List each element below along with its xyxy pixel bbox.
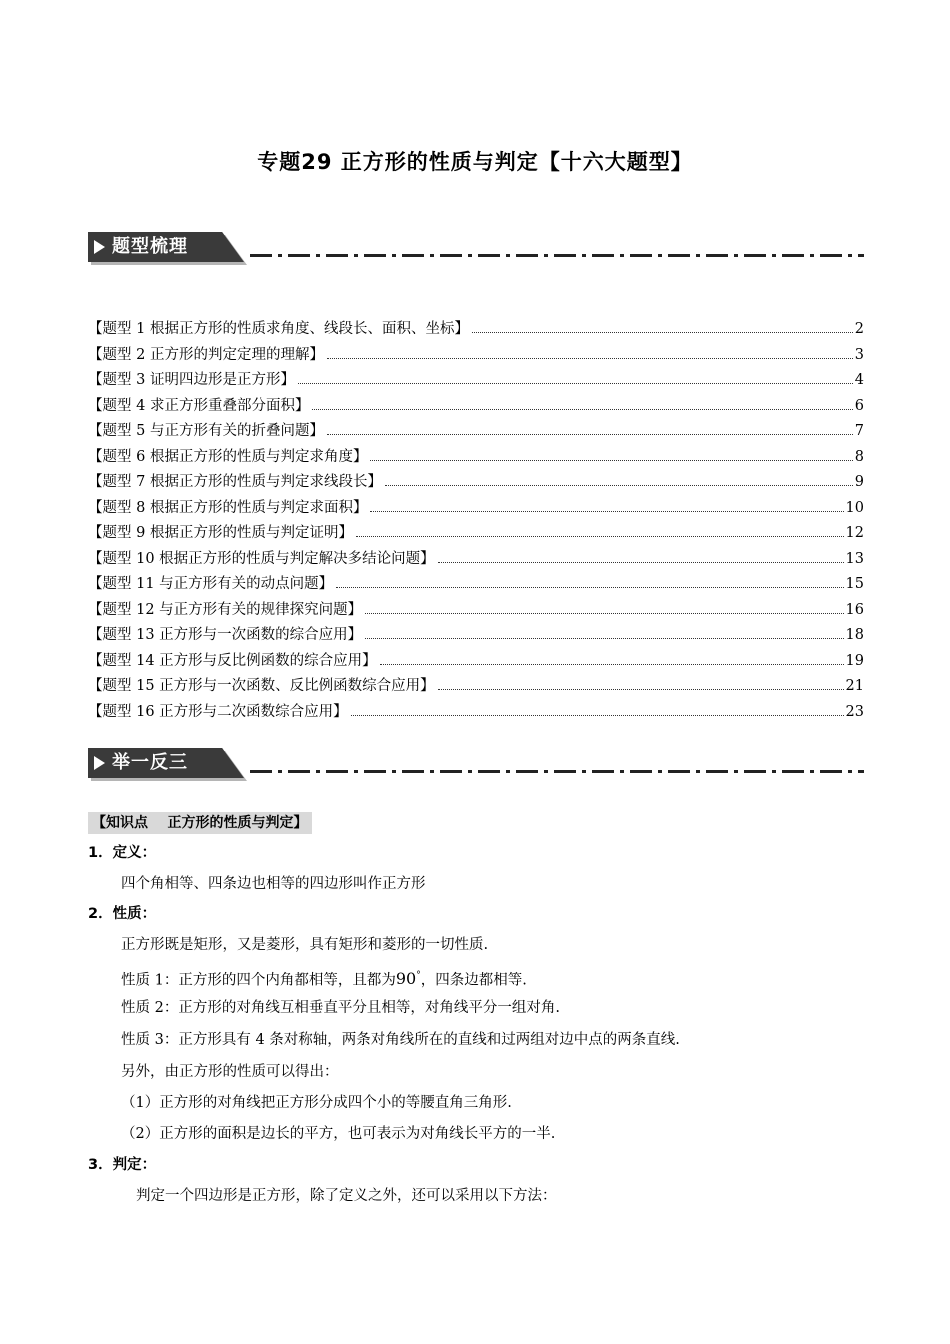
toc-page-number: 9 — [854, 474, 864, 490]
properties-heading: 2．性质： — [88, 906, 157, 922]
play-triangle-icon — [94, 756, 105, 770]
toc-page-number: 23 — [845, 703, 864, 720]
additional-point-1: （1）正方形的对角线把正方形分成四个小的等腰直角三角形. — [121, 1095, 512, 1111]
toc-page-number: 18 — [845, 627, 864, 643]
property-3: 性质 3：正方形具有 4 条对称轴，两条对角线所在的直线和过两组对边中点的两条直线. — [121, 1032, 680, 1048]
toc-entry[interactable] — [88, 445, 864, 471]
toc-leader-dots — [351, 714, 844, 716]
toc-leader-dots — [438, 561, 844, 563]
toc-leader-dots — [385, 484, 853, 486]
toc-entry-title: 【题型 9 根据正方形的性质与判定证明】 — [88, 525, 353, 541]
toc-page-number: 7 — [854, 423, 864, 439]
judgement-text: 判定一个四边形是正方形，除了定义之外，还可以采用以下方法： — [136, 1188, 557, 1204]
toc-page-number: 2 — [854, 321, 864, 337]
table-of-contents — [88, 317, 864, 725]
toc-leader-dots — [438, 688, 844, 690]
section-banner-types — [88, 232, 864, 266]
toc-entry-title: 【题型 7 根据正方形的性质与判定求线段长】 — [88, 474, 382, 490]
toc-page-number: 10 — [845, 499, 864, 516]
toc-page-number: 12 — [845, 525, 864, 541]
toc-entry[interactable] — [88, 470, 864, 496]
page-title: 专题29 正方形的性质与判定【十六大题型】 — [257, 150, 693, 174]
toc-leader-dots — [327, 433, 853, 435]
property-1-after: ，四条边都相等. — [420, 972, 527, 989]
toc-entry[interactable] — [88, 598, 864, 624]
toc-entry-title: 【题型 1 根据正方形的性质求角度、线段长、面积、坐标】 — [88, 321, 469, 337]
toc-leader-dots — [370, 510, 843, 512]
toc-leader-dots — [356, 535, 844, 537]
property-1 — [121, 965, 527, 991]
angle-number: 90 — [395, 969, 417, 989]
toc-entry-title: 【题型 4 求正方形重叠部分面积】 — [88, 397, 310, 414]
definition-text: 四个角相等、四条边也相等的四边形叫作正方形 — [121, 876, 426, 892]
toc-page-number: 16 — [845, 601, 864, 618]
toc-leader-dots — [365, 637, 843, 639]
toc-leader-dots — [298, 382, 853, 384]
toc-page-number: 8 — [854, 448, 864, 465]
toc-entry[interactable] — [88, 394, 864, 420]
toc-entry[interactable] — [88, 547, 864, 573]
additional-note: 另外，由正方形的性质可以得出： — [121, 1064, 339, 1080]
toc-entry[interactable] — [88, 674, 864, 700]
additional-point-2: （2）正方形的面积是边长的平方，也可表示为对角线长平方的一半. — [121, 1126, 556, 1142]
toc-entry-title: 【题型 12 与正方形有关的规律探究问题】 — [88, 601, 363, 618]
toc-entry[interactable] — [88, 623, 864, 649]
toc-page-number: 15 — [845, 576, 864, 592]
toc-entry-title: 【题型 5 与正方形有关的折叠问题】 — [88, 423, 324, 439]
toc-entry[interactable] — [88, 343, 864, 369]
section-banner-examples — [88, 748, 864, 782]
angle-value — [396, 969, 421, 988]
toc-page-number: 4 — [854, 372, 864, 388]
dashed-rule — [250, 254, 864, 257]
banner-label: 题型梳理 — [112, 236, 188, 257]
toc-entry[interactable] — [88, 521, 864, 547]
toc-leader-dots — [312, 408, 852, 410]
toc-leader-dots — [365, 612, 843, 614]
toc-entry-title: 【题型 13 正方形与一次函数的综合应用】 — [88, 627, 363, 643]
toc-page-number: 21 — [845, 678, 864, 694]
toc-leader-dots — [472, 331, 853, 333]
toc-entry-title: 【题型 6 根据正方形的性质与判定求角度】 — [88, 448, 368, 465]
definition-heading: 1．定义： — [88, 845, 157, 861]
dashed-rule — [250, 770, 864, 773]
toc-entry-title: 【题型 16 正方形与二次函数综合应用】 — [88, 703, 348, 720]
toc-entry[interactable] — [88, 368, 864, 394]
toc-entry-title: 【题型 3 证明四边形是正方形】 — [88, 372, 295, 388]
toc-entry[interactable] — [88, 496, 864, 522]
play-triangle-icon — [94, 240, 105, 254]
toc-entry[interactable] — [88, 700, 864, 726]
toc-entry-title: 【题型 8 根据正方形的性质与判定求面积】 — [88, 499, 368, 516]
toc-entry-title: 【题型 10 根据正方形的性质与判定解决多结论问题】 — [88, 550, 435, 567]
toc-leader-dots — [370, 459, 852, 461]
toc-entry[interactable] — [88, 317, 864, 343]
toc-page-number: 6 — [854, 397, 864, 414]
toc-entry-title: 【题型 15 正方形与一次函数、反比例函数综合应用】 — [88, 678, 435, 694]
degree-mark: ° — [416, 971, 421, 981]
toc-entry[interactable] — [88, 649, 864, 675]
judgement-heading: 3．判定： — [88, 1157, 157, 1173]
toc-entry-title: 【题型 14 正方形与反比例函数的综合应用】 — [88, 652, 377, 669]
toc-page-number: 13 — [845, 550, 864, 567]
banner-label: 举一反三 — [112, 752, 188, 773]
property-1-before: 性质 1：正方形的四个内角都相等，且都为 — [121, 972, 396, 989]
toc-page-number: 3 — [854, 346, 864, 363]
properties-intro: 正方形既是矩形，又是菱形，具有矩形和菱形的一切性质. — [121, 937, 489, 953]
property-2: 性质 2：正方形的对角线互相垂直平分且相等，对角线平分一组对角. — [121, 1000, 560, 1016]
toc-entry-title: 【题型 11 与正方形有关的动点问题】 — [88, 576, 334, 592]
toc-leader-dots — [380, 663, 844, 665]
toc-entry[interactable] — [88, 419, 864, 445]
toc-leader-dots — [327, 357, 853, 359]
toc-entry[interactable] — [88, 572, 864, 598]
toc-leader-dots — [336, 586, 843, 588]
toc-page-number: 19 — [845, 652, 864, 669]
knowledge-point-tag: 【知识点 正方形的性质与判定】 — [88, 812, 312, 834]
toc-entry-title: 【题型 2 正方形的判定定理的理解】 — [88, 346, 324, 363]
